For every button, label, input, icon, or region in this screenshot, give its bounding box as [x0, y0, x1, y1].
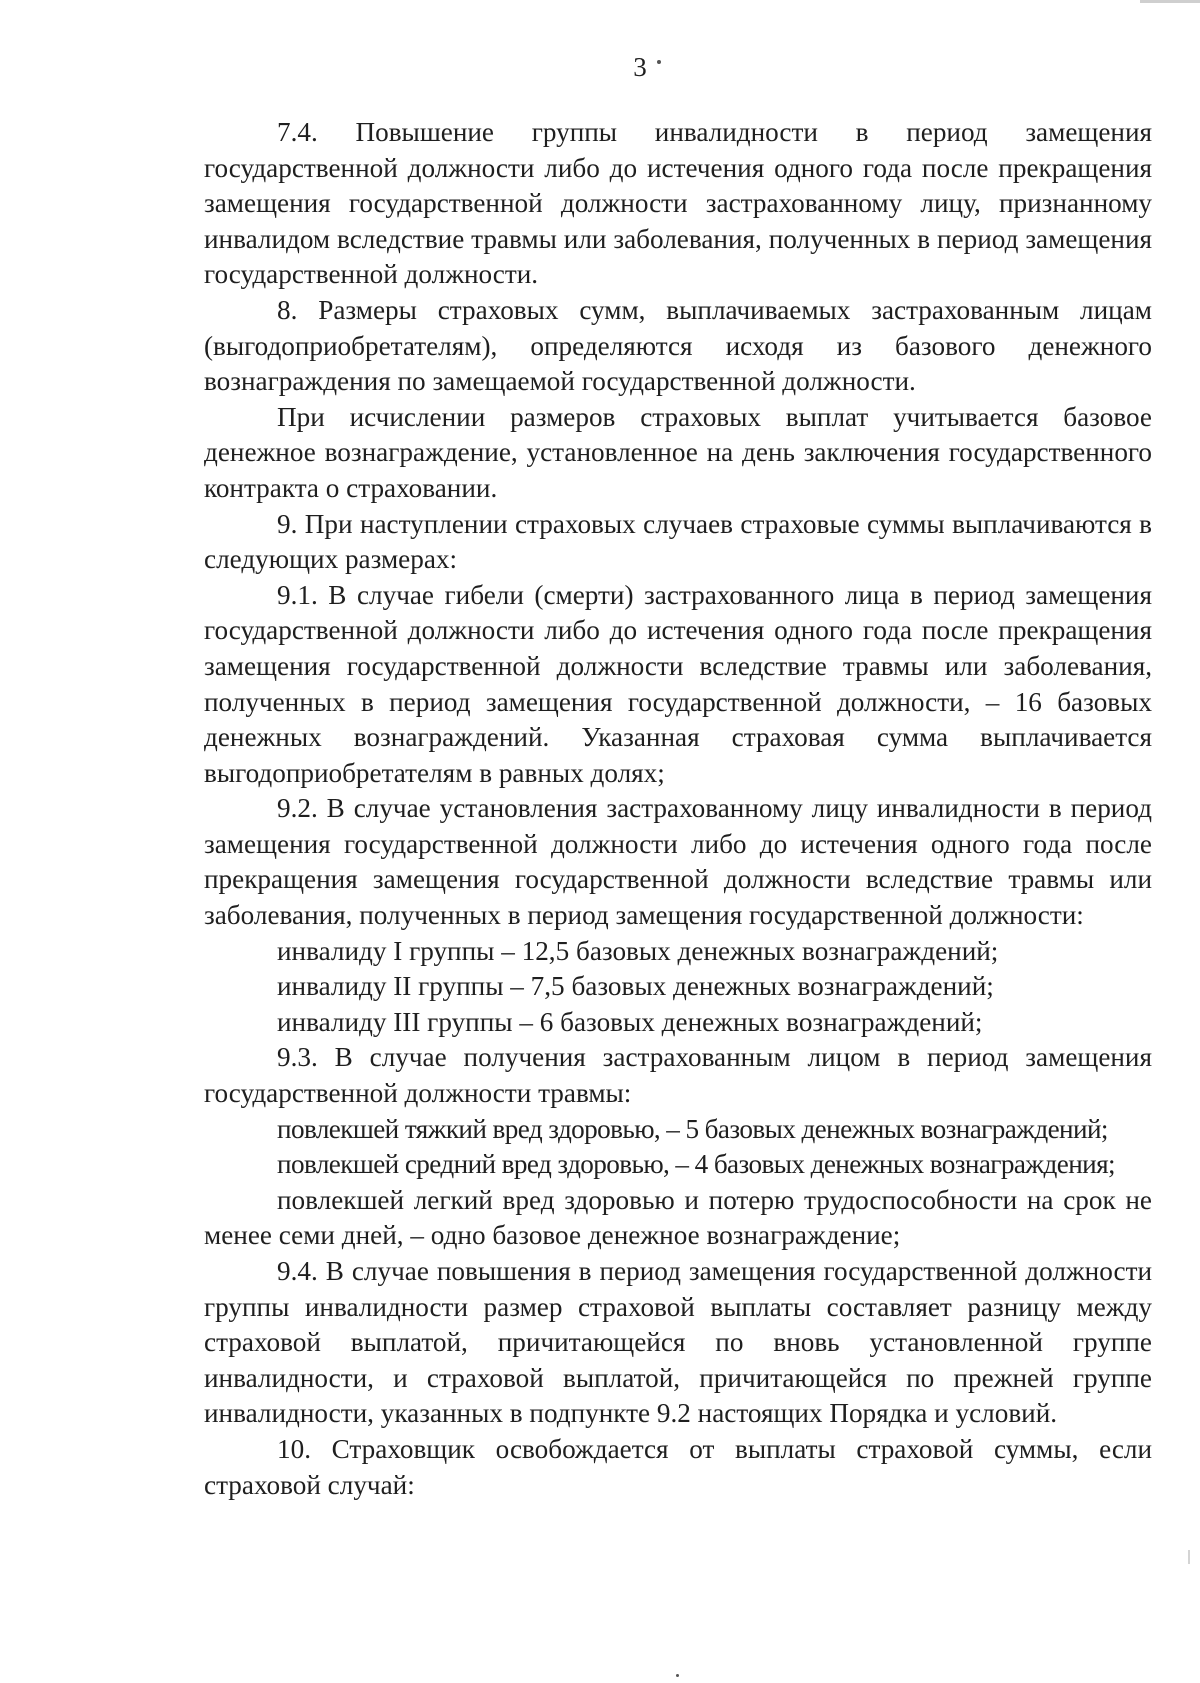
paragraph-9-4: 9.4. В случае повышения в период замещения государственной должности группы инвалидности размер страховой выплаты составляет разницу между страховой выплатой, причитающейся по вновь установленной группе инвалидности, и страховой выплатой, причитающейся по прежней группе инвалидности, указанных в подпункте 9.2 настоящих Порядка и условий. [204, 1256, 1152, 1429]
scan-speck [676, 1674, 679, 1677]
paragraph-7-4: 7.4. Повышение группы инвалидности в период замещения государственной должности либо до истечения одного года после прекращения замещения государственной должности застрахованному лицу, признанному инвалидом вследствие травмы или заболевания, полученных в период замещения государственной должности. [204, 117, 1152, 290]
document-body [204, 115, 1152, 1503]
paragraph-9: 9. При наступлении страховых случаев страховые суммы выплачиваются в следующих размерах: [204, 508, 1152, 575]
page-number: 3 [633, 52, 647, 82]
injury-severe-line: повлекшей тяжкий вред здоровью, – 5 базовых денежных вознаграждений; [277, 1113, 1108, 1144]
injury-moderate-line: повлекшей средний вред здоровью, – 4 базовых денежных вознаграждения; [277, 1149, 1115, 1180]
paragraph-8-calculation: При исчислении размеров страховых выплат учитывается базовое денежное вознаграждение, установленное на день заключения государственного контракта о страховании. [204, 401, 1152, 503]
paragraph-9-3: 9.3. В случае получения застрахованным лицом в период замещения государственной должности травмы: [204, 1042, 1152, 1109]
injury-light-line: повлекшей легкий вред здоровью и потерю трудоспособности на срок не менее семи дней, – одно базовое денежное вознаграждение; [204, 1184, 1152, 1251]
scan-edge-mark [1140, 0, 1200, 3]
paragraph-10: 10. Страховщик освобождается от выплаты страховой суммы, если страховой случай: [204, 1433, 1152, 1500]
disability-group-2-line: инвалиду II группы – 7,5 базовых денежных вознаграждений; [277, 971, 994, 1002]
disability-group-1-line: инвалиду I группы – 12,5 базовых денежных вознаграждений; [277, 935, 999, 966]
scan-speck [1188, 1550, 1190, 1564]
disability-group-3-line: инвалиду III группы – 6 базовых денежных вознаграждений; [277, 1006, 983, 1037]
paragraph-9-2: 9.2. В случае установления застрахованному лицу инвалидности в период замещения государственной должности либо до истечения одного года после прекращения замещения государственной должности вследствие травмы или заболевания, полученных в период замещения государственной должности: [204, 793, 1152, 931]
paragraph-9-1: 9.1. В случае гибели (смерти) застрахованного лица в период замещения государственной должности либо до истечения одного года после прекращения замещения государственной должности вследствие травмы или заболевания, полученных в период замещения государственной должности, – 16 базовых денежных вознаграждений. Указанная страховая сумма выплачивается выгодоприобретателям в равных долях; [204, 579, 1152, 788]
paragraph-8: 8. Размеры страховых сумм, выплачиваемых застрахованным лицам (выгодоприобретателям), определяются исходя из базового денежного вознаграждения по замещаемой государственной должности. [204, 294, 1152, 397]
